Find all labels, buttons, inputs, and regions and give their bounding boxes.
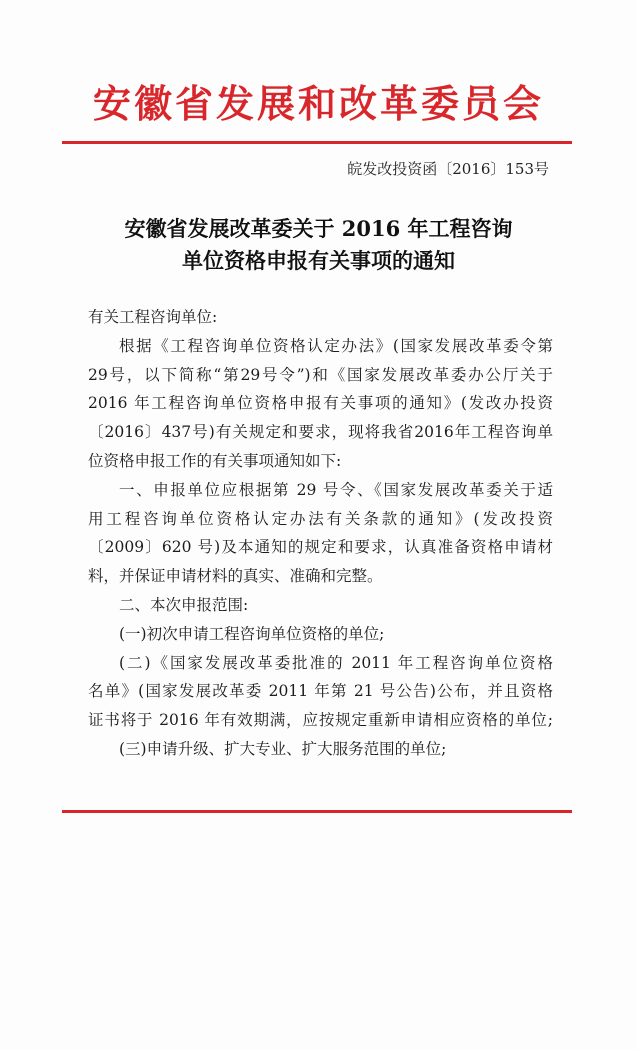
body-line: 2016 年工程咨询单位资格申报有关事项的通知》(发改办投资 <box>88 394 553 413</box>
list-item: (一)初次申请工程咨询单位资格的单位; <box>119 624 385 643</box>
body-line: 用工程咨询单位资格认定办法有关条款的通知》(发改投资 <box>88 509 553 528</box>
body-line: 证书将于 2016 年有效期满，应按规定重新申请相应资格的单位; <box>88 711 553 730</box>
red-divider-top <box>62 141 572 144</box>
body-line: 名单》(国家发展改革委 2011 年第 21 号公告)公布，并且资格 <box>88 682 553 701</box>
organization-header: 安徽省发展和改革委员会 <box>92 81 544 126</box>
body-line: 位资格申报工作的有关事项通知如下: <box>88 451 342 470</box>
document-title-line-2: 单位资格申报有关事项的通知 <box>182 248 455 273</box>
body-line: 一、申报单位应根据第 29 号令、《国家发展改革委关于适 <box>119 480 553 499</box>
body-line: 料，并保证申请材料的真实、准确和完整。 <box>88 567 383 586</box>
document-number: 皖发改投资函〔2016〕153号 <box>347 160 549 178</box>
body-line: 〔2009〕620 号)及本通知的规定和要求，认真准备资格申请材 <box>88 538 553 557</box>
body-line: 〔2016〕437号)有关规定和要求，现将我省2016年工程咨询单 <box>88 423 553 442</box>
body-line: 根据《工程咨询单位资格认定办法》(国家发展改革委令第 <box>119 336 553 355</box>
red-divider-bottom <box>62 810 572 813</box>
body-line: 29号，以下简称“第29号令”)和《国家发展改革委办公厅关于 <box>88 365 553 384</box>
section-heading: 二、本次申报范围: <box>119 595 249 614</box>
salutation: 有关工程咨询单位: <box>88 308 218 326</box>
list-item: (三)申请升级、扩大专业、扩大服务范围的单位; <box>119 739 447 758</box>
list-item: (二)《国家发展改革委批准的 2011 年工程咨询单位资格 <box>119 653 553 672</box>
document-body <box>88 303 553 764</box>
document-title-line-1: 安徽省发展改革委关于 2016 年工程咨询 <box>124 216 513 241</box>
